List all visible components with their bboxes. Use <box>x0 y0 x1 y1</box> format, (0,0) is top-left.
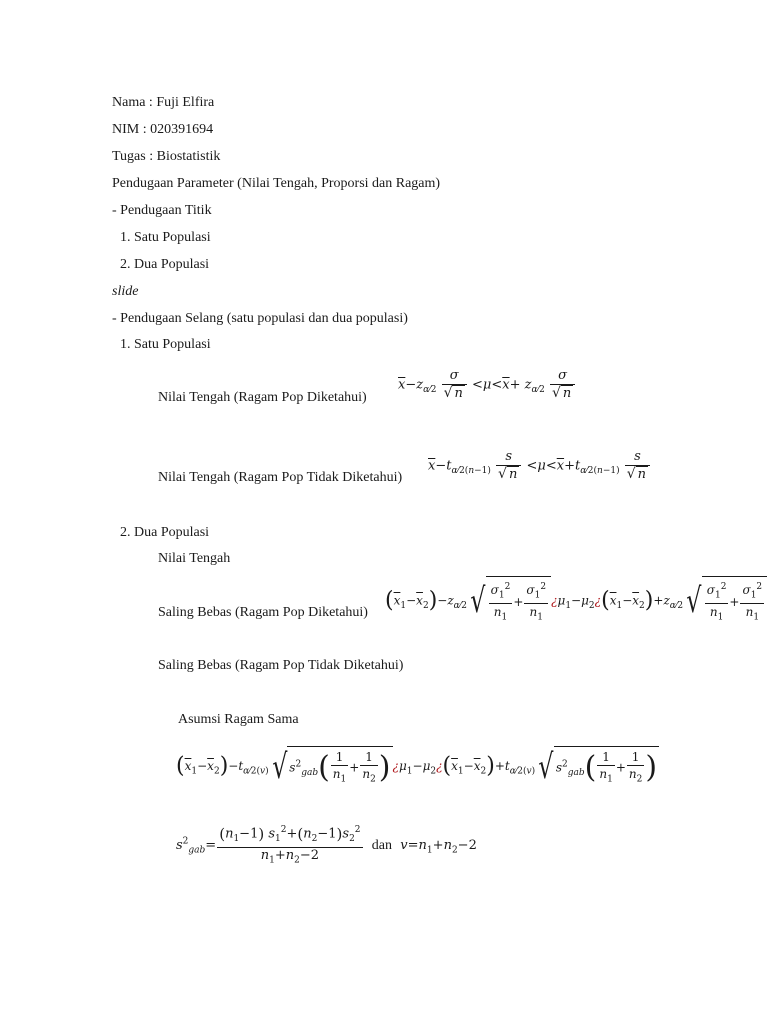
asumsi-label: Asumsi Ragam Sama <box>178 712 299 727</box>
satu-populasi-label: 1. Satu Populasi <box>120 337 211 352</box>
titik-item-1: 1. Satu Populasi <box>120 230 211 245</box>
section-heading: Pendugaan Parameter (Nilai Tengah, Proporsi dan Ragam) <box>112 176 441 191</box>
identity-nama: Nama : Fuji Elfira <box>112 95 215 110</box>
formula-pooled-variance: $s^2_{gab}=$ $\frac{(n_1-1) s_1^2+(n_2-1)s_2^2}{n_1+n_2-2}$ dan $v=n_1+n_2-2$ <box>176 822 477 869</box>
titik-title: - Pendugaan Titik <box>112 203 212 218</box>
titik-note: slide <box>112 284 139 299</box>
formula-ci-diff-known: $(\overline{x}_1-\overline{x}_2)-z_{\alpha⁄2}√$ $\frac{\sigma_1^2}{n_1}$ + $\frac{\sigma_1^2}{n_1}$ ¿$\mu_1-\mu_2¿(\overline{x}_1-\overline{x}_2)+z_{\alpha⁄2}√$ $\frac{\sigma_1^2}{n_1}$ + $\frac{\sigma_1^2}{n_1}$ <box>385 576 767 626</box>
label-independent-unknown: Saling Bebas (Ragam Pop Tidak Diketahui) <box>158 658 404 673</box>
label-independent-known: Saling Bebas (Ragam Pop Diketahui) <box>158 605 368 620</box>
formula-ci-diff-pooled: $(\overline{x}_1-\overline{x}_2)-t_{\alpha⁄2(v)}√$ $s^2_{gab}$( $\frac{1}{n_1}$ + $\frac{1}{n_2}$ ) ¿$\mu_1-\mu_2¿(\overline{x}_1-\overline{x}_2)+t_{\alpha⁄2(v)}√$ $s^2_{gab}$( $\frac{1}{n_1}$ + $\frac{1}{n_2}$ ) <box>176 746 658 787</box>
selang-title: - Pendugaan Selang (satu populasi dan dua populasi) <box>112 311 408 326</box>
label-known-variance: Nilai Tengah (Ragam Pop Diketahui) <box>158 390 367 405</box>
formula-ci-mean-unknown: $\overline{x}-t_{\alpha⁄2(n-1)}$ $\frac{s}{√ n}$ $<\mu<\overline{x}+t_{\alpha⁄2(n-1)}$ $\frac{s}{√ n}$ <box>428 449 651 483</box>
formula-ci-mean-known: $\overline{x}-z_{\alpha⁄2}$ $\frac{\sigma}{√ n}$ $<\mu<\overline{x}+ z_{\alpha⁄2}$ $\frac{\sigma}{√ n}$ <box>398 368 576 402</box>
dan-word: dan <box>371 837 393 853</box>
identity-tugas: Tugas : Biostatistik <box>112 149 221 164</box>
dua-populasi-label: 2. Dua Populasi <box>120 525 210 540</box>
identity-nim: NIM : 020391694 <box>112 122 214 137</box>
label-unknown-variance: Nilai Tengah (Ragam Pop Tidak Diketahui) <box>158 470 403 485</box>
titik-item-2: 2. Dua Populasi <box>120 257 210 272</box>
nilai-tengah-label: Nilai Tengah <box>158 551 231 566</box>
